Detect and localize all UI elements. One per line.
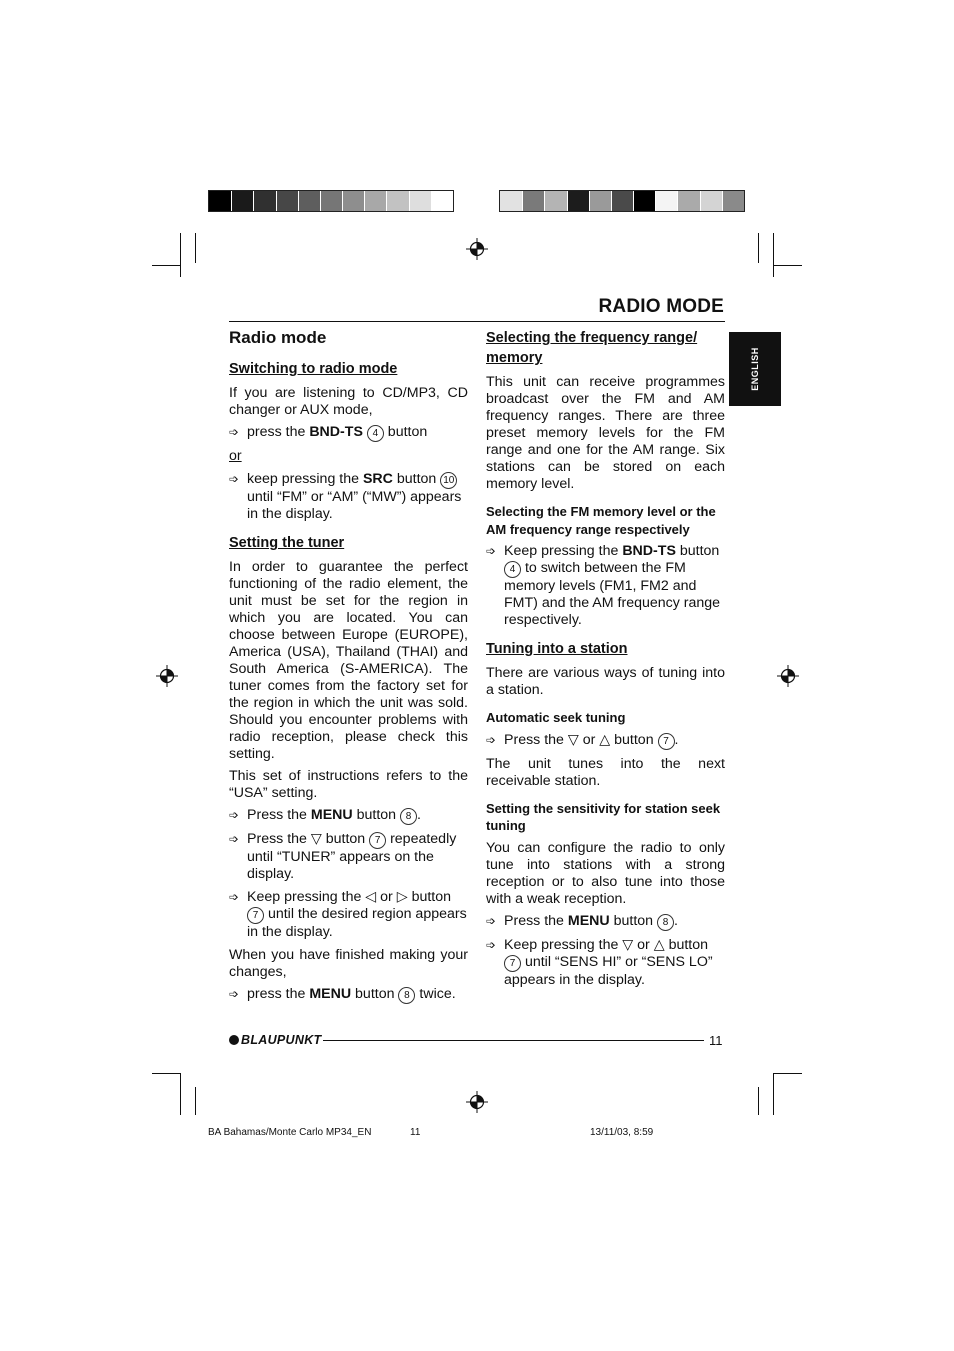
button-number-icon: 8 xyxy=(400,808,417,825)
step: ➩ Keep pressing the ▽ or △ button 7 until “SENS HI” or “SENS LO” appears in the display. xyxy=(486,936,713,988)
left-column xyxy=(229,328,468,1010)
arrow-bullet-icon: ➩ xyxy=(486,913,497,928)
or-label: or xyxy=(229,448,242,464)
crop-mark xyxy=(758,1087,759,1115)
calibration-swatch xyxy=(633,191,655,211)
registration-mark-icon xyxy=(466,238,488,260)
footer-rule xyxy=(323,1040,704,1041)
arrow-bullet-icon: ➩ xyxy=(486,544,497,558)
calibration-swatch xyxy=(655,191,677,211)
crop-mark xyxy=(773,1073,802,1074)
step: ➩ Keep pressing the ◁ or ▷ button 7 until the desired region appears in the display. xyxy=(229,889,467,940)
crop-mark xyxy=(152,1073,180,1074)
calibration-bar-right xyxy=(499,190,745,212)
calibration-swatch xyxy=(409,191,431,211)
button-number-icon: 7 xyxy=(369,832,386,849)
minor-heading: Setting the sensitivity for station seek tuning xyxy=(486,800,721,833)
button-number-icon: 4 xyxy=(367,425,384,442)
registration-mark-icon xyxy=(777,665,799,687)
calibration-swatch xyxy=(611,191,633,211)
calibration-swatch xyxy=(589,191,611,211)
subheading-frequency: Selecting the frequency range/ memory xyxy=(486,330,698,366)
section-heading: Radio mode xyxy=(229,328,327,347)
print-slug-filename: BA Bahamas/Monte Carlo MP34_EN xyxy=(208,1127,372,1138)
calibration-swatch xyxy=(677,191,699,211)
paragraph: When you have finished making your changes, xyxy=(229,947,468,980)
step: ➩ Press the MENU button 8 . xyxy=(229,807,421,823)
button-number-icon: 7 xyxy=(504,955,521,972)
subheading-tuning: Tuning into a station xyxy=(486,641,628,657)
step: ➩ Keep pressing the BND-TS button 4 to switch between the FM memory levels (FM1, FM2 and FMT) and the AM frequency range respectively. xyxy=(486,543,721,628)
language-tab-label: ENGLISH xyxy=(750,347,760,391)
registration-mark-icon xyxy=(156,665,178,687)
button-number-icon: 8 xyxy=(657,914,674,931)
calibration-swatch xyxy=(431,191,453,211)
step: ➩ keep pressing the SRC button 10 until “FM” or “AM” (“MW”) appears in the display. xyxy=(229,471,462,522)
paragraph: You can configure the radio to only tune into stations with a strong reception or to also tune into those with a weak reception. xyxy=(486,839,725,907)
crop-mark xyxy=(773,265,802,266)
minor-heading: Automatic seek tuning xyxy=(486,710,626,725)
page-number: 11 xyxy=(709,1033,723,1048)
paragraph: The unit tunes into the next receivable station. xyxy=(486,755,725,789)
paragraph: If you are listening to CD/MP3, CD changer or AUX mode, xyxy=(229,385,468,418)
crop-mark xyxy=(180,233,181,277)
minor-heading: Selecting the FM memory level or the AM frequency range respectively xyxy=(486,504,716,537)
calibration-swatch xyxy=(276,191,298,211)
button-number-icon: 8 xyxy=(398,987,415,1004)
button-number-icon: 10 xyxy=(440,472,457,489)
calibration-swatch xyxy=(320,191,342,211)
arrow-bullet-icon: ➩ xyxy=(486,937,497,952)
calibration-swatch xyxy=(567,191,589,211)
calibration-swatch xyxy=(231,191,253,211)
crop-mark xyxy=(758,233,759,263)
arrow-bullet-icon: ➩ xyxy=(229,472,240,486)
arrow-bullet-icon: ➩ xyxy=(229,832,240,846)
crop-mark xyxy=(195,1087,196,1115)
calibration-swatch xyxy=(522,191,544,211)
calibration-bar-left xyxy=(208,190,454,212)
arrow-bullet-icon: ➩ xyxy=(486,732,497,747)
subheading-switching: Switching to radio mode xyxy=(229,361,398,377)
subheading-tuner: Setting the tuner xyxy=(229,535,345,551)
paragraph: In order to guarantee the perfect functioning of the radio element, the unit must be set for the region in which you are located. You can choose between Europe (EUROPE), America (USA), Thailand (THAI) and South America (S-AMERICA). The tuner comes from the factory set for the region in which the unit was sold. Should you encounter problems with radio reception, please check this setting. xyxy=(229,559,468,762)
calibration-swatch xyxy=(209,191,231,211)
crop-mark xyxy=(773,1073,774,1115)
button-number-icon: 7 xyxy=(247,907,264,924)
title-rule xyxy=(229,321,725,322)
calibration-swatch xyxy=(500,191,522,211)
calibration-swatch xyxy=(364,191,386,211)
language-tab xyxy=(729,332,781,406)
print-slug-date: 13/11/03, 8:59 xyxy=(590,1127,654,1138)
arrow-bullet-icon: ➩ xyxy=(229,987,240,1001)
right-column xyxy=(486,328,725,995)
step: ➩ press the BND-TS 4 button xyxy=(229,424,428,440)
calibration-swatch xyxy=(298,191,320,211)
crop-mark xyxy=(152,265,180,266)
step: ➩ Press the ▽ or △ button 7 . xyxy=(486,731,679,748)
arrow-bullet-icon: ➩ xyxy=(229,808,240,822)
logo-dot-icon xyxy=(229,1035,239,1045)
crop-mark xyxy=(195,233,196,263)
paragraph: There are various ways of tuning into a station. xyxy=(486,665,725,698)
print-slug-page: 11 xyxy=(410,1127,421,1138)
arrow-bullet-icon: ➩ xyxy=(229,890,240,904)
paragraph: This unit can receive programmes broadcast over the FM and AM frequency ranges. There are three preset memory levels for the FM range and one for the AM range. Six stations can be stored on each memory level. xyxy=(486,374,725,492)
registration-mark-icon xyxy=(466,1091,488,1113)
calibration-swatch xyxy=(342,191,364,211)
calibration-swatch xyxy=(544,191,566,211)
calibration-swatch xyxy=(386,191,408,211)
crop-mark xyxy=(773,233,774,277)
arrow-bullet-icon: ➩ xyxy=(229,425,240,439)
brand-logo: BLAUPUNKT xyxy=(229,1033,321,1047)
calibration-swatch xyxy=(722,191,744,211)
step: ➩ Press the ▽ button 7 repeatedly until “TUNER” appears on the display. xyxy=(229,831,457,882)
page-title: RADIO MODE xyxy=(598,296,724,317)
button-number-icon: 7 xyxy=(658,733,675,750)
step: ➩ Press the MENU button 8 . xyxy=(486,912,678,929)
paragraph: This set of instructions refers to the “USA” setting. xyxy=(229,768,468,801)
crop-mark xyxy=(180,1073,181,1115)
button-number-icon: 4 xyxy=(504,561,521,578)
calibration-swatch xyxy=(700,191,722,211)
calibration-swatch xyxy=(253,191,275,211)
step: ➩ press the MENU button 8 twice. xyxy=(229,986,456,1002)
